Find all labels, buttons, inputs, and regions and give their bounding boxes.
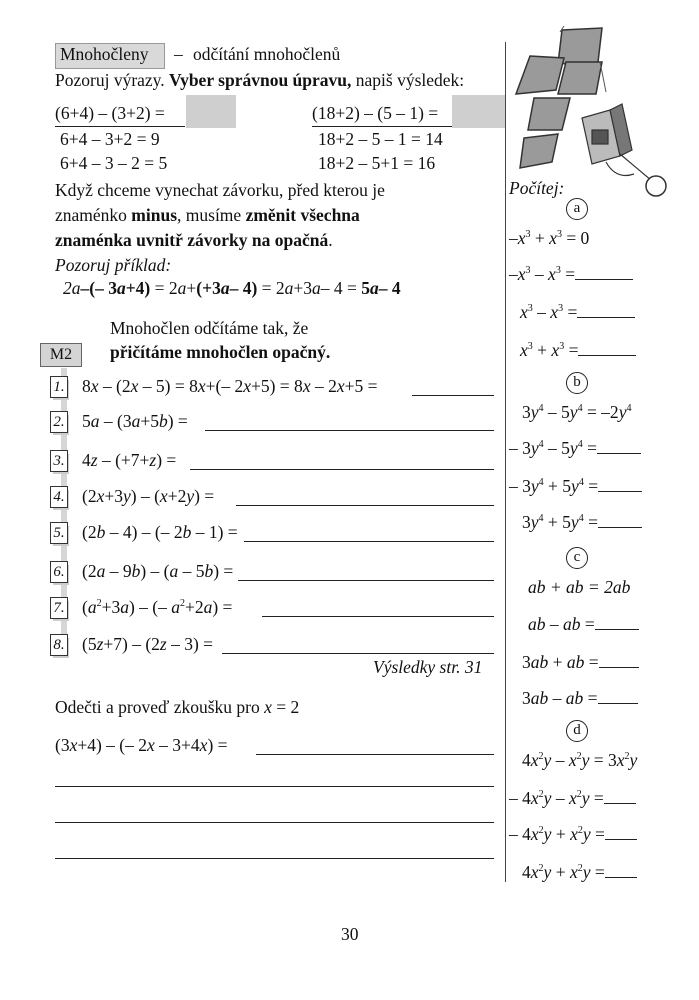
exercise-number: 1.: [50, 376, 68, 398]
answer-box-right[interactable]: [452, 95, 506, 128]
m2-badge: M2: [40, 343, 82, 367]
group-label-c: c: [566, 547, 588, 569]
side-item: $4x^2y + x^2y$ =: [522, 862, 637, 883]
exercise-text: (5z+7) – (2z – 3) =: [82, 634, 214, 654]
side-item: $x^3 - x^3$ =: [520, 302, 635, 323]
m2-text2: přičítáme mnohočlen opačný.: [110, 342, 331, 362]
example-right-expr: (18+2) – (5 – 1) =: [312, 103, 439, 123]
exercise-number: 3.: [50, 450, 68, 472]
side-item: – $3y^4 - 5y^4$ =: [509, 438, 641, 459]
exercise-number: 4.: [50, 486, 68, 508]
side-item: $3y^4 + 5y^4$ =: [522, 512, 642, 533]
side-item: $4x^2y - x^2y = 3x^2y$: [522, 750, 638, 770]
observe-label: Pozoruj příklad:: [55, 255, 172, 275]
rule-line1: Když chceme vynechat závorku, před kterou je: [55, 180, 385, 200]
side-item: ab + ab = 2ab: [528, 577, 631, 597]
check-expression: (3x+4) – (– 2x – 3+4x) =: [55, 735, 228, 755]
exercise-text: 5a – (3a+5b) =: [82, 411, 188, 431]
answer-line[interactable]: [256, 754, 494, 755]
work-line[interactable]: [55, 786, 494, 787]
answer-line[interactable]: [205, 430, 494, 431]
divider: [312, 126, 452, 127]
answer-line[interactable]: [222, 653, 494, 654]
side-item: 3ab + ab =: [522, 652, 639, 673]
work-line[interactable]: [55, 822, 494, 823]
satellite-illustration: [506, 22, 676, 202]
group-label-b: b: [566, 372, 588, 394]
title-dash: –: [174, 44, 183, 64]
answer-box-left[interactable]: [186, 95, 236, 128]
topic-title: Mnohočleny: [60, 44, 149, 64]
exercise-number: 8.: [50, 634, 68, 656]
side-item: 3ab – ab =: [522, 688, 638, 709]
side-item: $x^3 + x^3$ =: [520, 340, 636, 361]
instruction: Pozoruj výrazy. Vyber správnou úpravu, napiš výsledek:: [55, 70, 465, 90]
group-label-a: a: [566, 198, 588, 220]
group-label-d: d: [566, 720, 588, 742]
side-heading: Počítej:: [509, 178, 565, 198]
subtitle: odčítání mnohočlenů: [193, 44, 341, 64]
exercise-text: (2b – 4) – (– 2b – 1) =: [82, 522, 238, 542]
side-item: $3y^4 - 5y^4 = -2y^4$: [522, 402, 632, 422]
side-item: $-x^3 - x^3$ =: [509, 264, 633, 285]
exercise-text: 4z – (+7+z) =: [82, 450, 177, 470]
side-item: – $4x^2y - x^2y$ =: [509, 788, 636, 809]
answer-line[interactable]: [412, 395, 494, 396]
exercise-number: 6.: [50, 561, 68, 583]
side-item: ab – ab =: [528, 614, 639, 635]
exercise-number: 7.: [50, 597, 68, 619]
answer-line[interactable]: [244, 541, 494, 542]
exercise-number: 2.: [50, 411, 68, 433]
side-item: – $3y^4 + 5y^4$ =: [509, 476, 642, 497]
check-instruction: Odečti a proveď zkoušku pro x = 2: [55, 697, 300, 717]
exercise-text: 8x – (2x – 5) = 8x+(– 2x+5) = 8x – 2x+5 =: [82, 376, 378, 396]
rule-line2: znaménko minus, musíme změnit všechna: [55, 205, 360, 225]
worked-example: 2a–(– 3a+4) = 2a+(+3a– 4) = 2a+3a– 4 = 5a– 4: [63, 278, 401, 298]
page-number: 30: [341, 924, 359, 944]
rule-line3: znaménka uvnitř závorky na opačná.: [55, 230, 333, 250]
example-right-option2: 18+2 – 5+1 = 16: [318, 153, 436, 173]
answer-line[interactable]: [236, 505, 494, 506]
answer-line[interactable]: [262, 616, 494, 617]
work-line[interactable]: [55, 858, 494, 859]
example-right-option1: 18+2 – 5 – 1 = 14: [318, 129, 443, 149]
answer-line[interactable]: [238, 580, 494, 581]
example-left-expr: (6+4) – (3+2) =: [55, 103, 165, 123]
exercise-text: (2a – 9b) – (a – 5b) =: [82, 561, 234, 581]
m2-text1: Mnohočlen odčítáme tak, že: [110, 318, 309, 338]
side-item: – $4x^2y + x^2y$ =: [509, 824, 637, 845]
example-left-option1: 6+4 – 3+2 = 9: [60, 129, 160, 149]
exercise-text: (2x+3y) – (x+2y) =: [82, 486, 215, 506]
divider: [55, 126, 185, 127]
side-item: $-x^3 + x^3 = 0$: [509, 228, 590, 248]
results-reference: Výsledky str. 31: [373, 657, 483, 677]
example-left-option2: 6+4 – 3 – 2 = 5: [60, 153, 168, 173]
exercise-text: $(a^2+3a)$ – (– $a^2+2a$) =: [82, 597, 233, 617]
exercise-number: 5.: [50, 522, 68, 544]
answer-line[interactable]: [190, 469, 494, 470]
